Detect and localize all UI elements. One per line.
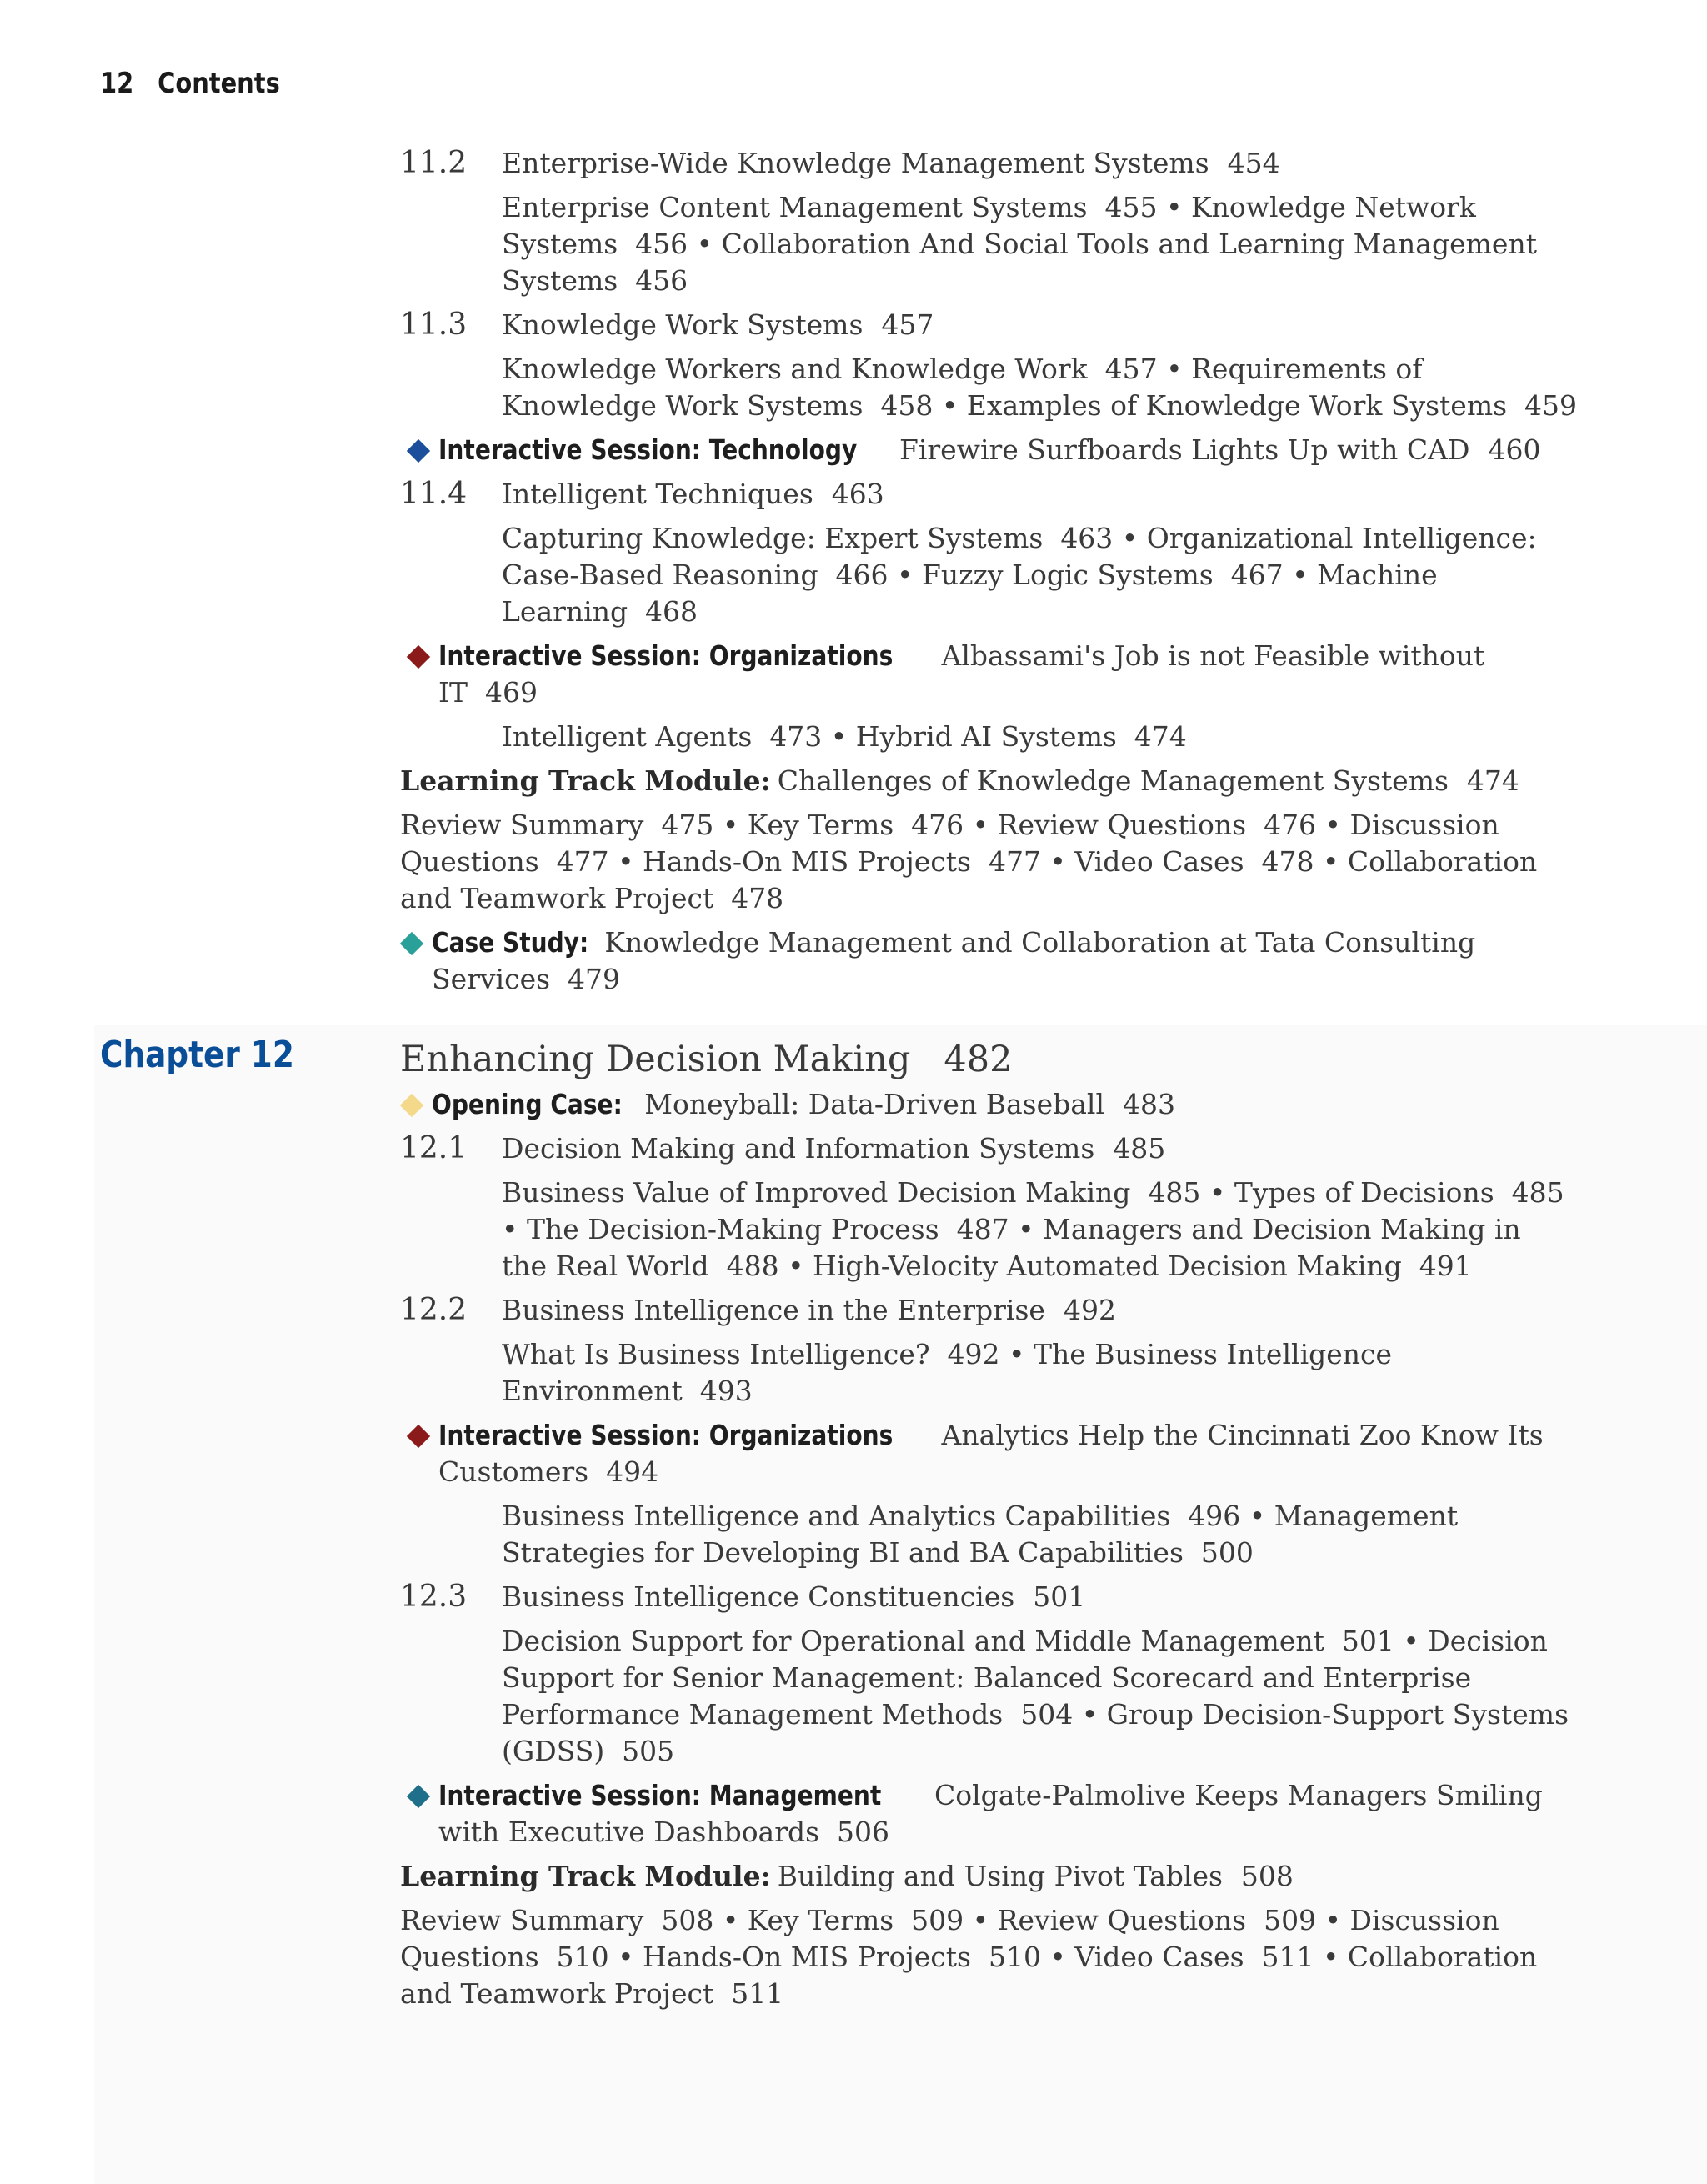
subtopic-line: Decision Support for Operational and Middle Management 501 • Decision	[502, 1625, 1548, 1657]
learning-track-title: Building and Using Pivot Tables	[777, 1860, 1223, 1892]
review-line: Questions 477 • Hands-On MIS Projects 477 • Video Cases 478 • Collaboration	[400, 845, 1538, 878]
session-label: Interactive Session: Organizations	[438, 639, 894, 672]
case-study-title: Knowledge Management and Collaboration at Tata Consulting	[604, 926, 1476, 959]
subtopic-line: What Is Business Intelligence? 492 • The Business Intelligence	[502, 1338, 1393, 1370]
red-diamond-icon	[407, 1425, 430, 1448]
subtopic-line: Learning 468	[502, 595, 698, 628]
session-title: Firewire Surfboards Lights Up with CAD	[899, 433, 1470, 466]
red-diamond-icon	[407, 645, 430, 669]
learning-track-title: Challenges of Knowledge Management Systems	[777, 764, 1449, 797]
running-head-title: Contents	[158, 67, 280, 100]
subtopic-line: Knowledge Workers and Knowledge Work 457 • Requirements of	[502, 353, 1423, 385]
yellow-diamond-icon	[400, 1094, 423, 1117]
interactive-session-technology[interactable]	[407, 432, 1607, 468]
review-line: Review Summary 508 • Key Terms 509 • Review Questions 509 • Discussion	[400, 1904, 1499, 1936]
toc-section-12-2[interactable]	[400, 1292, 1600, 1329]
section-number: 11.2	[400, 146, 468, 180]
session-title: Analytics Help the Cincinnati Zoo Know Its	[941, 1419, 1544, 1451]
teal-diamond-icon	[400, 932, 423, 955]
session-title-continued: with Executive Dashboards 506	[438, 1816, 890, 1848]
chapter-title-text: Enhancing Decision Making	[400, 1039, 911, 1080]
section-title: Decision Making and Information Systems	[502, 1132, 1095, 1165]
session-label: Interactive Session: Organizations	[438, 1419, 894, 1451]
subtopic-line: Capturing Knowledge: Expert Systems 463 • Organizational Intelligence:	[502, 522, 1537, 554]
section-number: 11.3	[400, 308, 468, 342]
interactive-session-organizations[interactable]	[407, 638, 1607, 711]
page-ref: 501	[1033, 1580, 1086, 1613]
teal-blue-diamond-icon	[407, 1785, 430, 1808]
opening-case[interactable]	[400, 1086, 1600, 1123]
subtopic-line: the Real World 488 • High-Velocity Automated Decision Making 491	[502, 1250, 1472, 1282]
toc-subtopics-12-1	[400, 1175, 1600, 1285]
section-number: 12.2	[400, 1293, 468, 1327]
subtopic-line: Systems 456 • Collaboration And Social Tools and Learning Management	[502, 228, 1537, 260]
page-number: 12	[100, 67, 134, 100]
page-ref: 463	[831, 478, 884, 510]
section-title: Enterprise-Wide Knowledge Management Systems	[502, 147, 1209, 179]
learning-track-module[interactable]	[400, 763, 1600, 799]
page-ref: 483	[1123, 1088, 1176, 1120]
section-number: 12.1	[400, 1131, 468, 1165]
learning-track-module[interactable]	[400, 1858, 1600, 1895]
running-head	[100, 67, 280, 100]
subtopic-line: Intelligent Agents 473 • Hybrid AI Systems 474	[502, 720, 1187, 753]
toc-content	[400, 145, 1600, 2012]
toc-subtopics-bi	[400, 1498, 1600, 1571]
subtopic-line: Case-Based Reasoning 466 • Fuzzy Logic Systems 467 • Machine	[502, 559, 1438, 591]
subtopic-line: Systems 456	[502, 264, 688, 297]
learning-track-label: Learning Track Module:	[400, 764, 771, 797]
session-title-continued: IT 469	[438, 676, 538, 709]
section-number: 11.4	[400, 477, 468, 511]
toc-subtopics-11-4	[400, 520, 1600, 630]
session-title: Colgate-Palmolive Keeps Managers Smiling	[934, 1779, 1543, 1811]
page-ref: 474	[1466, 764, 1519, 797]
review-line: Questions 510 • Hands-On MIS Projects 510 • Video Cases 511 • Collaboration	[400, 1941, 1538, 1973]
case-study-title-continued: Services 479	[432, 963, 621, 995]
subtopic-line: Environment 493	[502, 1375, 753, 1407]
session-label: Interactive Session: Management	[438, 1779, 882, 1811]
toc-section-12-3[interactable]	[400, 1579, 1600, 1615]
case-study-label: Case Study:	[432, 926, 589, 959]
session-title: Albassami's Job is not Feasible without	[941, 639, 1485, 672]
subtopic-line: Performance Management Methods 504 • Group Decision-Support Systems	[502, 1698, 1569, 1731]
subtopic-line: Strategies for Developing BI and BA Capabilities 500	[502, 1536, 1254, 1569]
chapter-label: Chapter 12	[100, 1034, 294, 1076]
subtopic-line: • The Decision-Making Process 487 • Managers and Decision Making in	[502, 1213, 1521, 1245]
page-ref: 457	[881, 308, 934, 341]
blue-diamond-icon	[407, 439, 430, 463]
subtopic-line: (GDSS) 505	[502, 1735, 675, 1767]
review-block	[400, 1902, 1600, 2012]
interactive-session-organizations[interactable]	[407, 1417, 1607, 1490]
toc-subtopics-12-2	[400, 1336, 1600, 1410]
page-ref: 492	[1063, 1294, 1116, 1326]
toc-subtopics-11-2	[400, 189, 1600, 299]
toc-section-11-3[interactable]	[400, 307, 1600, 343]
page-ref: 454	[1227, 147, 1280, 179]
section-number: 12.3	[400, 1580, 468, 1614]
review-line: and Teamwork Project 511	[400, 1977, 784, 2010]
subtopic-line: Business Value of Improved Decision Making 485 • Types of Decisions 485	[502, 1176, 1564, 1209]
page-ref: 508	[1240, 1860, 1294, 1892]
learning-track-label: Learning Track Module:	[400, 1860, 771, 1892]
toc-section-12-1[interactable]	[400, 1130, 1600, 1167]
review-line: Review Summary 475 • Key Terms 476 • Review Questions 476 • Discussion	[400, 809, 1499, 841]
chapter-title[interactable]	[400, 1034, 1600, 1084]
chapter-page-ref: 482	[944, 1039, 1013, 1080]
toc-subtopics-12-3	[400, 1623, 1600, 1770]
opening-case-title: Moneyball: Data-Driven Baseball	[644, 1088, 1105, 1120]
section-title: Business Intelligence in the Enterprise	[502, 1294, 1045, 1326]
interactive-session-management[interactable]	[407, 1777, 1607, 1851]
toc-subtopics-11-3	[400, 351, 1600, 424]
section-title: Knowledge Work Systems	[502, 308, 864, 341]
page-ref: 485	[1113, 1132, 1166, 1165]
toc-section-11-2[interactable]	[400, 145, 1600, 182]
session-title-continued: Customers 494	[438, 1455, 659, 1488]
toc-section-11-4[interactable]	[400, 476, 1600, 513]
subtopic-line: Knowledge Work Systems 458 • Examples of Knowledge Work Systems 459	[502, 389, 1578, 422]
page-ref: 460	[1488, 433, 1541, 466]
opening-case-label: Opening Case:	[432, 1088, 623, 1120]
subtopic-line: Business Intelligence and Analytics Capabilities 496 • Management	[502, 1500, 1459, 1532]
review-line: and Teamwork Project 478	[400, 882, 784, 914]
section-title: Intelligent Techniques	[502, 478, 813, 510]
toc-subtopics-agents	[400, 719, 1600, 755]
subtopic-line: Support for Senior Management: Balanced Scorecard and Enterprise	[502, 1661, 1472, 1694]
case-study[interactable]	[400, 924, 1600, 998]
subtopic-line: Enterprise Content Management Systems 455 • Knowledge Network	[502, 191, 1476, 223]
session-label: Interactive Session: Technology	[438, 433, 858, 466]
review-block	[400, 807, 1600, 917]
section-title: Business Intelligence Constituencies	[502, 1580, 1015, 1613]
